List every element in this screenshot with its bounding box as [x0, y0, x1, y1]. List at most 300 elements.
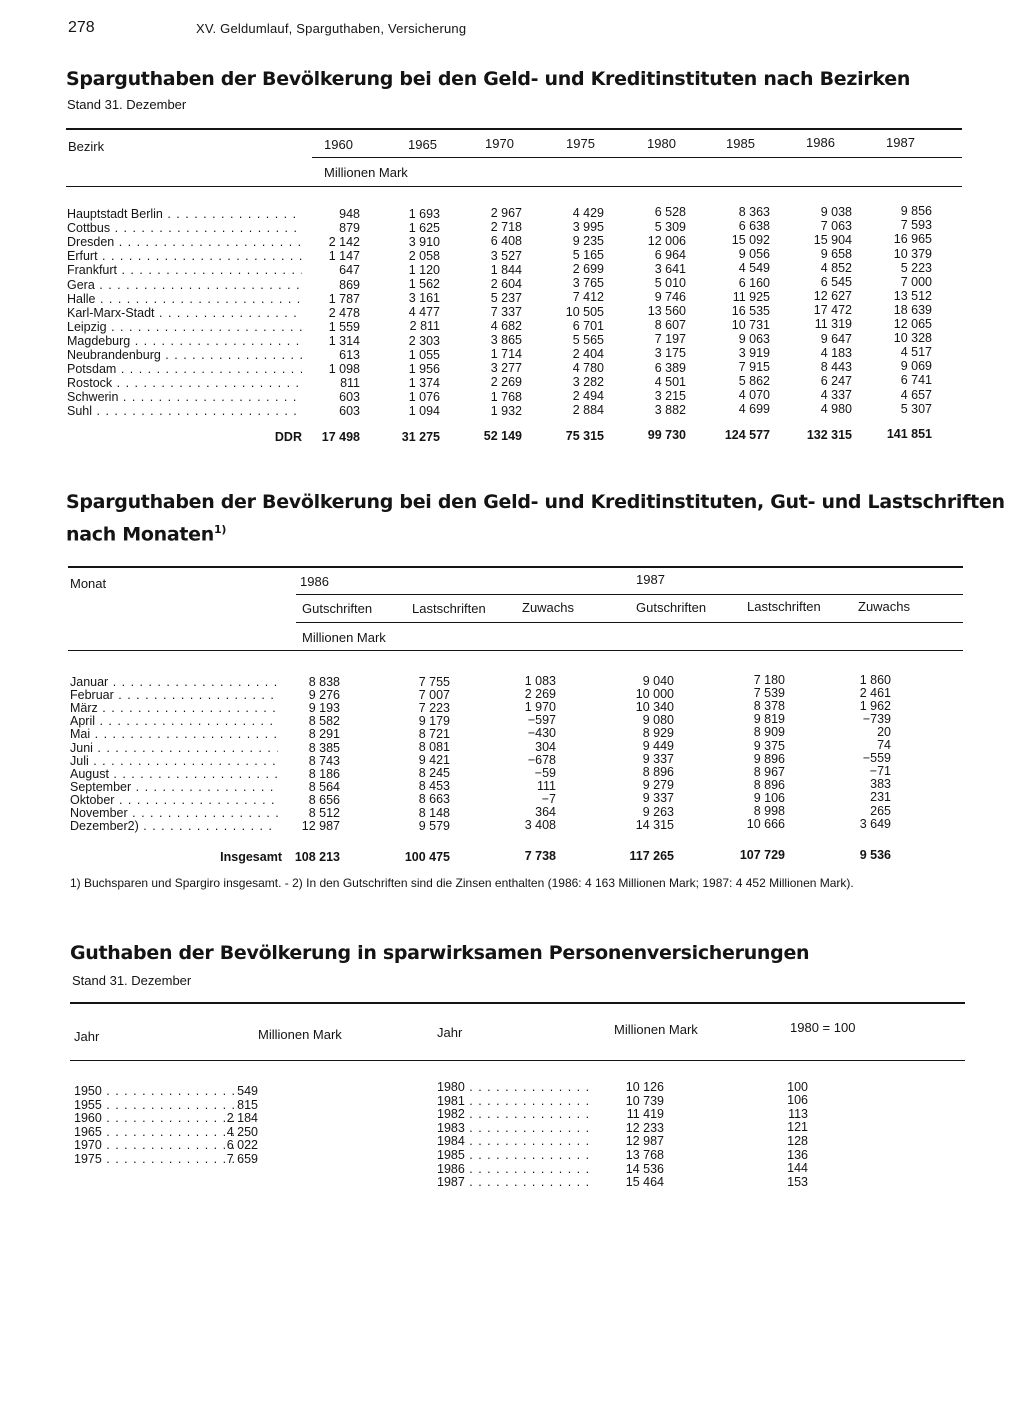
table2-cell: 2 461	[859, 685, 891, 700]
table1-cell: 9 069	[900, 359, 932, 374]
table2-cell: 9 375	[753, 738, 785, 753]
table2-cell: 8 291	[308, 727, 340, 742]
table3-right-index: 100	[787, 1079, 808, 1094]
table1-cell: 4 780	[572, 360, 604, 375]
table1-cell: 7 197	[654, 332, 686, 347]
table2-title-note: 1)	[213, 523, 227, 536]
table2-head-rule	[68, 650, 963, 651]
table2-cell: 1 083	[524, 674, 556, 688]
table3-right-value: 12 987	[625, 1134, 664, 1149]
table1-cell: 603	[339, 390, 360, 405]
table2-cell: 8 998	[753, 804, 785, 818]
table1-cell: 9 647	[820, 331, 852, 346]
table1-cell: 4 682	[490, 319, 522, 333]
table2-sub-header: Gutschriften	[302, 601, 373, 616]
table2-cell: 10 340	[635, 699, 674, 714]
table1-cell: 4 070	[738, 388, 770, 403]
table2-cell: 9 421	[418, 753, 450, 768]
table1-cell: 5 565	[572, 332, 604, 347]
table1-cell: 3 282	[572, 375, 604, 389]
table2-title-line2: nach Monaten	[66, 523, 214, 546]
table2-cell: 9 080	[642, 712, 674, 727]
table1-cell: 4 477	[408, 305, 440, 320]
table2-cell: 8 385	[308, 740, 340, 755]
table1-year-header: 1985	[726, 135, 755, 151]
table2-cell: 20	[877, 724, 891, 739]
table2-cell: 111	[536, 778, 556, 793]
table2-cell: 8 896	[753, 777, 785, 792]
table1-cell: 6 389	[654, 360, 686, 375]
table2-cell: 8 453	[418, 779, 450, 794]
table1-cell: 2 699	[572, 262, 604, 277]
table1-row-label: Rostock . . .	[67, 376, 302, 390]
table2-title-line2-wrap	[66, 517, 226, 547]
table2-cell: 8 656	[308, 792, 340, 807]
table3-right-value: 10 739	[625, 1093, 664, 1108]
table2-cell: 9 337	[642, 791, 674, 806]
table3-right-index: 121	[787, 1120, 808, 1135]
table2-total-cell: 7 738	[524, 849, 556, 863]
table3-right-index: 153	[787, 1174, 808, 1189]
table2-total-cell: 108 213	[294, 850, 340, 864]
table2-row-label: September . . .	[70, 780, 278, 794]
table1-cell: 3 161	[408, 291, 440, 306]
table1-cell: 8 363	[738, 205, 770, 219]
table2-sub-header: Zuwachs	[858, 599, 911, 614]
table1-cell: 15 092	[731, 233, 770, 248]
table2-cell: 10 666	[746, 817, 785, 832]
table1-row-label: Neubrandenburg . . .	[67, 348, 302, 362]
table1-cell: 9 658	[820, 246, 852, 261]
table2-row-label: März . . .	[70, 701, 278, 715]
table1-total-cell: 75 315	[565, 428, 604, 443]
table2-cell: 8 081	[418, 740, 450, 754]
table1-cell: 4 549	[738, 261, 770, 276]
table2-cell: 8 378	[753, 699, 785, 714]
table3-right-index: 144	[787, 1161, 808, 1176]
table2-row-label: Mai . . .	[70, 727, 278, 741]
table1-cell: 6 247	[820, 373, 852, 388]
table2-row-label: November . . .	[70, 806, 278, 820]
table1-cell: 13 512	[893, 288, 932, 303]
table3-left-value: 2 184	[226, 1111, 258, 1126]
table1-cell: 1 956	[408, 361, 440, 376]
table1-cell: 3 175	[654, 346, 686, 361]
table3-left-value: 4 250	[226, 1124, 258, 1139]
table1-cell: 11 925	[732, 289, 770, 304]
table1-row-label: Schwerin . . .	[67, 390, 302, 404]
table1-cell: 10 379	[893, 246, 932, 261]
table1-cell: 13 560	[647, 304, 686, 319]
table1-cell: 9 856	[900, 204, 932, 219]
table3-right-value: 10 126	[625, 1080, 664, 1094]
table2-cell: 8 721	[418, 726, 450, 741]
table1-cell: 9 056	[738, 247, 770, 262]
table3-right-year: 1986 . . .	[437, 1162, 595, 1176]
table1-top-rule	[66, 128, 962, 130]
table2-total-label: Insgesamt	[220, 850, 282, 864]
table2-cell: 9 040	[642, 673, 674, 688]
table1-year-header: 1987	[886, 134, 915, 150]
table1-cell: 1 932	[490, 403, 522, 418]
table1-cell: 4 657	[900, 387, 932, 402]
table3-left-year: 1975 . . .	[74, 1152, 234, 1166]
table1-cell: 9 038	[820, 204, 852, 219]
table2-sub-header: Gutschriften	[636, 599, 707, 615]
table1-cell: 2 404	[572, 346, 604, 361]
table1-cell: 647	[339, 263, 360, 278]
table1-year-header: 1980	[647, 135, 676, 151]
table2-row-label: Januar . . .	[70, 675, 278, 689]
table2-cell: 7 539	[753, 686, 785, 701]
table3-left-value: 6 022	[226, 1138, 258, 1153]
table1-cell: 3 882	[654, 402, 686, 417]
table1-total-cell: 132 315	[806, 427, 852, 442]
table1-cell: 12 065	[893, 317, 932, 331]
table1-cell: 6 701	[572, 318, 604, 333]
table1-cell: 879	[339, 221, 360, 236]
table1-cell: 4 337	[820, 387, 852, 402]
table1-cell: 6 545	[820, 275, 852, 290]
table3-left-year: 1955 . . .	[74, 1098, 234, 1112]
table3-left-value: 549	[237, 1084, 258, 1098]
table1-row-label: Magdeburg . . .	[67, 334, 302, 348]
table1-cell: 4 980	[820, 402, 852, 416]
table3-col-mm-right: Millionen Mark	[614, 1022, 698, 1037]
table2-cell: 9 276	[308, 688, 340, 703]
table2-cell: 8 663	[418, 792, 450, 807]
table1-cell: 6 964	[654, 247, 686, 262]
table1-cell: 6 741	[900, 373, 932, 388]
table1-row-label: Gera . . .	[67, 278, 302, 292]
table2-cell: 8 564	[308, 779, 340, 794]
table2-cell: 9 337	[642, 752, 674, 767]
table2-row-label: Dezember2) . . .	[70, 819, 278, 833]
table1-row-label: Hauptstadt Berlin . . .	[67, 207, 302, 221]
table1-cell: 1 120	[408, 263, 440, 277]
table1-cell: 9 063	[738, 331, 770, 346]
table2-rule-a	[296, 594, 963, 595]
table2-row-label: Oktober . . .	[70, 793, 278, 807]
table1-cell: 3 527	[490, 248, 522, 263]
table1-cell: 1 844	[490, 262, 522, 277]
table2-cell: 7 755	[418, 674, 450, 689]
table1-cell: 6 528	[654, 205, 686, 220]
table2-cell: 8 245	[418, 766, 450, 781]
table1-cell: 5 307	[900, 401, 932, 416]
table2-cell: 9 579	[418, 818, 450, 833]
table1-cell: 11 319	[814, 317, 852, 332]
table1-cell: 17 472	[813, 303, 852, 318]
table2-year-1986: 1986	[300, 574, 329, 589]
table2-sub-header: Lastschriften	[412, 600, 486, 616]
table1-cell: 7 915	[738, 360, 770, 375]
table2-cell: −597	[527, 713, 556, 728]
table1-cell: 3 641	[654, 261, 686, 276]
table2-cell: −7	[541, 791, 556, 806]
table1-cell: 2 884	[572, 403, 604, 418]
table2-cell: 7 180	[753, 673, 785, 687]
table1-cell: 10 731	[731, 317, 770, 332]
table2-cell: 9 896	[753, 751, 785, 766]
table1-cell: 2 269	[490, 375, 522, 390]
table1-total-cell: 141 851	[886, 427, 932, 442]
table2-cell: 304	[535, 739, 556, 754]
table1-cell: 5 223	[900, 260, 932, 275]
table1-title: Sparguthaben der Bevölkerung bei den Geld- und Kreditinstituten nach Bezirken	[66, 68, 911, 90]
table3-right-year: 1985 . . .	[437, 1148, 595, 1162]
table1-cell: 869	[339, 277, 360, 292]
table1-cell: 1 098	[328, 362, 360, 377]
table1-year-header: 1960	[324, 137, 353, 152]
table1-cell: 5 309	[654, 219, 686, 234]
table2-row-label: August . . .	[70, 767, 278, 781]
table1-cell: 4 852	[820, 261, 852, 275]
table1-cell: 3 910	[408, 234, 440, 249]
table2-cell: 1 962	[859, 698, 891, 713]
table1-row-label: Karl-Marx-Stadt . . .	[67, 306, 302, 320]
table1-cell: 9 746	[654, 290, 686, 304]
table2-cell: 12 987	[301, 819, 340, 834]
table1-total-cell: 99 730	[647, 428, 686, 443]
table3-left-year: 1965 . . .	[74, 1125, 234, 1139]
table3-col-index: 1980 = 100	[790, 1020, 856, 1035]
table1-cell: 8 607	[654, 318, 686, 333]
table2-row-label: Juni . . .	[70, 741, 278, 755]
table1-cell: 16 535	[731, 303, 770, 318]
table1-cell: 12 627	[813, 289, 852, 304]
table1-cell: 10 328	[893, 331, 932, 346]
table1-cell: 2 303	[408, 333, 440, 348]
table2-cell: 9 106	[753, 790, 785, 805]
table3-right-value: 13 768	[625, 1148, 664, 1162]
table2-year-1987: 1987	[636, 572, 665, 587]
table1-cell: 6 408	[490, 234, 522, 249]
table2-title-line1: Sparguthaben der Bevölkerung bei den Geld- und Kreditinstituten, Gut- und Lastschriften	[66, 491, 1005, 513]
table1-cell: 2 478	[328, 305, 360, 320]
table3-right-index: 106	[787, 1093, 808, 1108]
table1-unit: Millionen Mark	[324, 165, 408, 180]
table1-cell: 2 058	[408, 248, 440, 263]
table1-year-header: 1965	[408, 136, 437, 152]
table2-cell: 1 970	[524, 700, 556, 715]
table1-cell: 1 147	[328, 249, 360, 264]
table2-cell: −59	[534, 765, 556, 780]
table3-left-value: 7 659	[226, 1152, 258, 1166]
table1-cell: 6 160	[738, 275, 770, 290]
table3-right-year: 1982 . . .	[437, 1107, 595, 1121]
table2-cell: −559	[862, 751, 891, 766]
table2-col-label: Monat	[70, 576, 107, 591]
table3-left-year: 1970 . . .	[74, 1138, 234, 1152]
table3-right-year: 1980 . . .	[437, 1080, 595, 1094]
table2-cell: 7 007	[418, 687, 450, 702]
table3-right-year: 1987 . . .	[437, 1175, 595, 1189]
table2-cell: 3 408	[524, 818, 556, 833]
table1-total-cell: 17 498	[321, 430, 360, 444]
table1-cell: 1 559	[328, 319, 360, 334]
table2-row-label: April . . .	[70, 714, 278, 728]
table3-right-value: 12 233	[625, 1120, 664, 1135]
table2-row-label: Juli . . .	[70, 754, 278, 768]
table2-cell: 9 819	[753, 712, 785, 727]
table1-cell: 1 314	[328, 333, 360, 348]
table3-right-index: 136	[787, 1147, 808, 1162]
table1-cell: 5 862	[738, 374, 770, 389]
table1-cell: 1 055	[408, 347, 440, 362]
table1-cell: 3 995	[572, 219, 604, 234]
table2-cell: 364	[535, 805, 556, 819]
table1-cell: 1 625	[408, 220, 440, 235]
table3-left-year: 1960 . . .	[74, 1111, 234, 1125]
table1-total-cell: 124 577	[724, 428, 770, 442]
table2-cell: 9 449	[642, 739, 674, 753]
table2-cell: 8 743	[308, 753, 340, 768]
table2-cell: 8 512	[308, 806, 340, 820]
table2-cell: 383	[870, 777, 891, 792]
table2-cell: 9 193	[308, 701, 340, 716]
table1-cell: 1 374	[408, 375, 440, 390]
table1-col-label: Bezirk	[68, 139, 105, 154]
table2-total-cell: 107 729	[739, 848, 785, 862]
table1-row-label: Erfurt . . .	[67, 249, 302, 263]
table2-cell: 8 582	[308, 714, 340, 729]
table1-cell: 1 693	[408, 206, 440, 221]
table1-cell: 2 142	[328, 235, 360, 250]
table2-cell: 14 315	[635, 817, 674, 832]
table2-cell: 8 896	[642, 765, 674, 780]
table1-subtitle: Stand 31. Dezember	[67, 97, 187, 112]
table2-cell: 8 838	[308, 675, 340, 689]
table1-total-label: DDR	[274, 430, 302, 444]
table3-col-mm-left: Millionen Mark	[258, 1027, 342, 1042]
table2-total-cell: 117 265	[629, 848, 674, 863]
table3-right-value: 14 536	[625, 1161, 664, 1176]
table1-cell: 15 904	[813, 232, 852, 247]
table1-row-label: Cottbus . . .	[67, 221, 302, 235]
table3-right-year: 1981 . . .	[437, 1094, 595, 1108]
table1-row-label: Suhl . . .	[67, 404, 302, 418]
table1-cell: 6 638	[738, 219, 770, 234]
table2-cell: 74	[877, 738, 891, 752]
table1-cell: 18 639	[893, 302, 932, 317]
table2-cell: 8 148	[418, 805, 450, 820]
table1-cell: 4 517	[900, 345, 932, 360]
table3-right-index: 113	[788, 1106, 808, 1121]
table1-cell: 1 714	[490, 347, 522, 362]
table1-head-rule	[66, 186, 962, 187]
table1-cell: 7 063	[820, 218, 852, 233]
table1-year-header: 1975	[566, 136, 595, 152]
table2-rule-b	[296, 622, 963, 623]
table2-footnote: 1) Buchsparen und Spargiro insgesamt. - 2) In den Gutschriften sind die Zinsen enthalten (1986: 4 163 Millionen Mark; 1987: 4 452 Millionen Mark).	[70, 876, 854, 890]
table1-cell: 2 967	[490, 206, 522, 221]
table2-row-label: Februar . . .	[70, 688, 278, 702]
table2-cell: 8 909	[753, 725, 785, 740]
table1-year-header: 1986	[806, 135, 835, 151]
table2-cell: 231	[870, 790, 891, 805]
table1-cell: 1 768	[490, 389, 522, 404]
table1-cell: 2 494	[572, 389, 604, 404]
table1-cell: 1 094	[408, 404, 440, 418]
table1-row-label: Dresden . . .	[67, 235, 302, 249]
table1-cell: 7 412	[572, 290, 604, 305]
table1-row-label: Potsdam . . .	[67, 362, 302, 376]
table3-left-year: 1950 . . .	[74, 1084, 234, 1098]
table1-row-label: Frankfurt . . .	[67, 263, 302, 277]
table3-right-index: 128	[787, 1133, 808, 1148]
table3-col-jahr-left: Jahr	[74, 1029, 100, 1044]
table3-right-value: 11 419	[626, 1107, 664, 1122]
table1-row-label: Leipzig . . .	[67, 320, 302, 334]
table1-cell: 7 000	[900, 274, 932, 289]
table1-cell: 1 787	[328, 291, 360, 306]
table1-cell: 9 235	[572, 234, 604, 248]
table1-cell: 10 505	[565, 304, 604, 319]
table1-cell: 3 277	[490, 361, 522, 376]
table1-cell: 4 183	[820, 345, 852, 360]
table1-row-label: Halle . . .	[67, 292, 302, 306]
table2-cell: 2 269	[524, 687, 556, 702]
table1-year-header: 1970	[485, 136, 514, 152]
table2-cell: 265	[870, 803, 891, 818]
table3-title: Guthaben der Bevölkerung in sparwirksamen Personenversicherungen	[70, 942, 810, 964]
table2-cell: 8 967	[753, 764, 785, 779]
table1-cell: 2 718	[490, 220, 522, 235]
page-number: 278	[68, 19, 95, 36]
table1-cell: 811	[340, 376, 360, 391]
table1-cell: 613	[339, 348, 360, 362]
table1-total-cell: 31 275	[401, 429, 440, 444]
table2-cell: 7 223	[418, 700, 450, 715]
table2-sub-header: Lastschriften	[747, 599, 821, 615]
table1-mid-rule	[312, 157, 962, 158]
table3-right-year: 1984 . . .	[437, 1134, 595, 1148]
table1-cell: 5 010	[654, 275, 686, 290]
table2-cell: 9 179	[418, 713, 450, 728]
table1-cell: 2 811	[409, 319, 440, 334]
table1-cell: 16 965	[893, 232, 932, 247]
table2-cell: −430	[527, 726, 556, 741]
table2-cell: 8 929	[642, 725, 674, 740]
table2-cell: 10 000	[635, 686, 674, 701]
table2-total-cell: 100 475	[404, 849, 450, 864]
table1-total-cell: 52 149	[483, 429, 522, 444]
table2-cell: 3 649	[859, 816, 891, 831]
table1-cell: 5 237	[490, 290, 522, 305]
table1-cell: 4 699	[738, 402, 770, 417]
table2-cell: −71	[869, 764, 891, 779]
table1-cell: 7 593	[900, 218, 932, 233]
table1-cell: 3 765	[572, 276, 604, 291]
table1-cell: 3 865	[490, 333, 522, 348]
table1-cell: 7 337	[490, 304, 522, 319]
table1-cell: 12 006	[647, 233, 686, 248]
table2-unit: Millionen Mark	[302, 630, 386, 645]
table1-cell: 3 215	[654, 388, 686, 403]
table1-cell: 4 501	[654, 374, 686, 389]
table3-right-year: 1983 . . .	[437, 1121, 595, 1135]
table1-cell: 4 429	[572, 205, 604, 220]
table3-right-value: 15 464	[625, 1175, 664, 1190]
table2-sub-header: Zuwachs	[522, 600, 575, 616]
table1-cell: 3 919	[738, 346, 770, 360]
table1-cell: 948	[339, 207, 360, 221]
table3-top-rule	[70, 1002, 965, 1004]
table1-cell: 8 443	[820, 359, 852, 374]
table2-cell: 1 860	[859, 672, 891, 687]
table2-total-cell: 9 536	[859, 847, 891, 862]
